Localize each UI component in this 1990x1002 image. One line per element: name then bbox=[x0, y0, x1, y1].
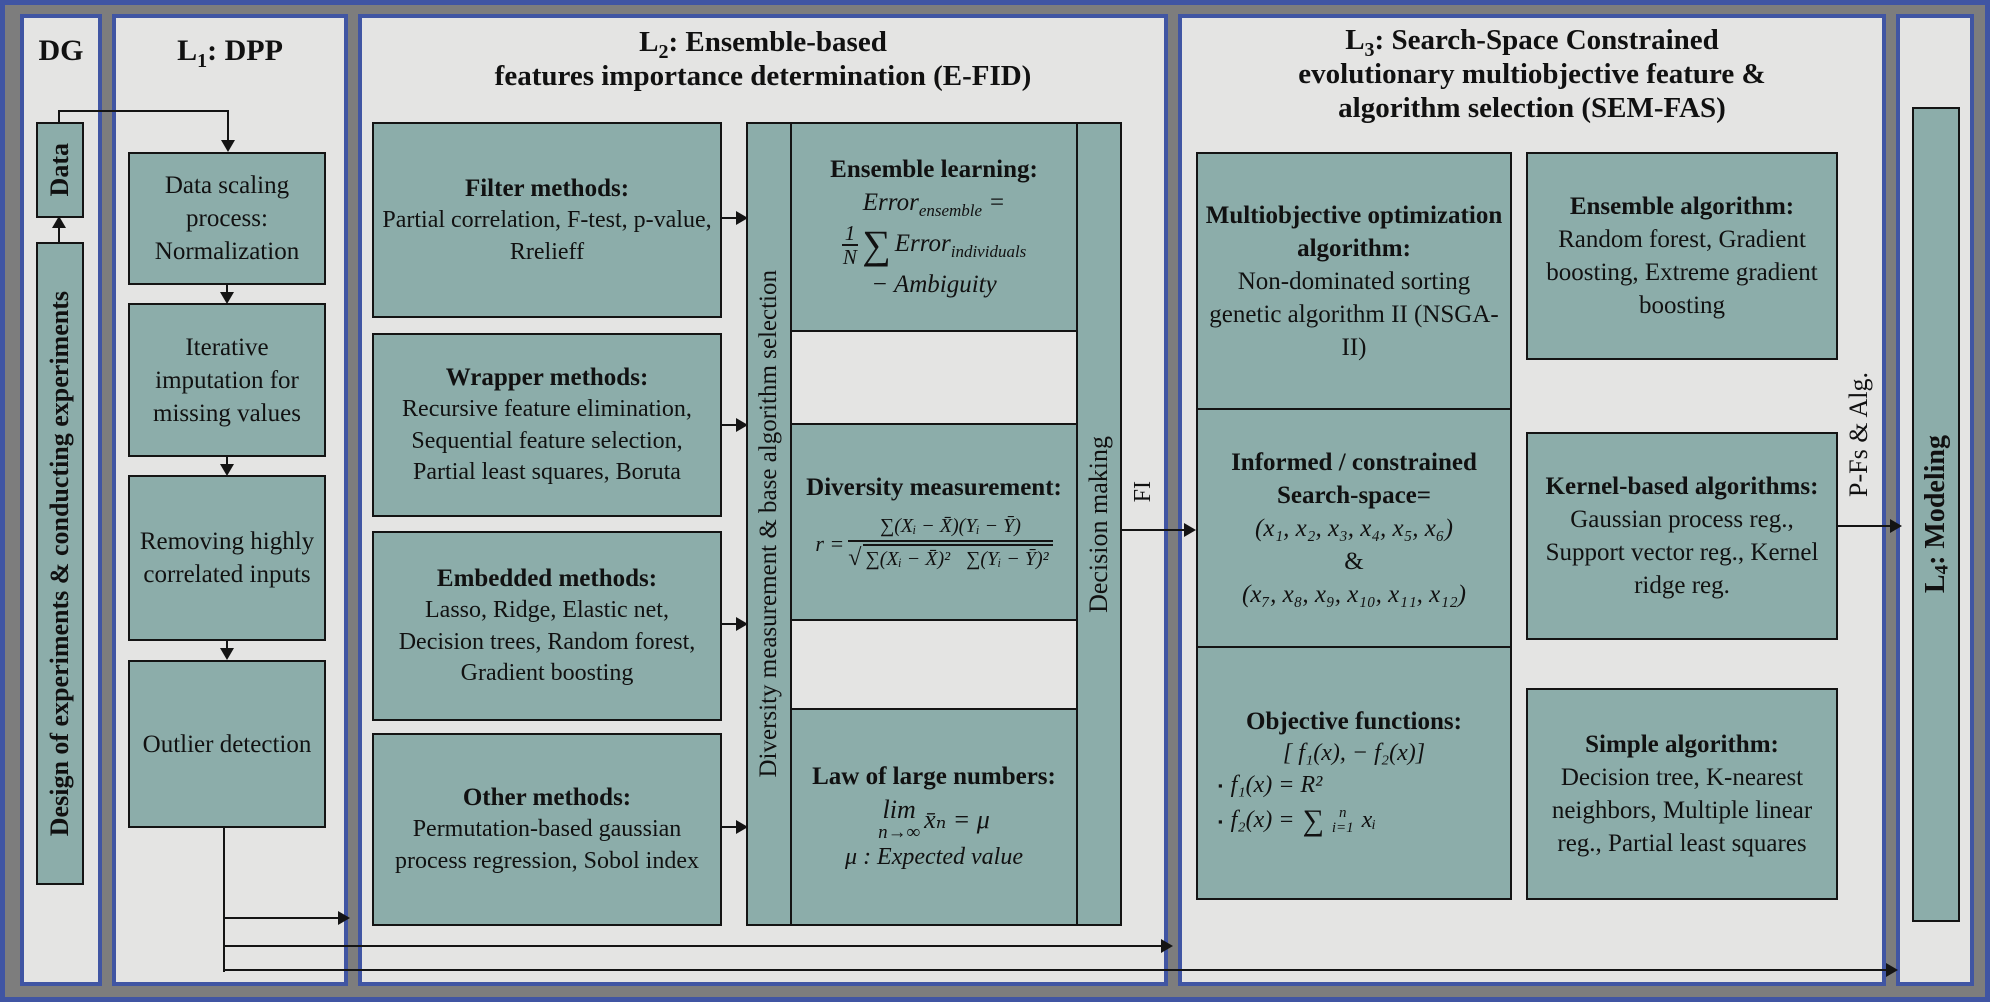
pfs-alg-label-text: P-Fs & Alg. bbox=[1844, 371, 1873, 497]
kernel-algorithms-box bbox=[1526, 432, 1838, 640]
search-space-box bbox=[1196, 408, 1512, 648]
arrowhead-other-to-strip bbox=[736, 820, 748, 834]
ensemble-algorithm-body: Random forest, Gradient boosting, Extreme gradient boosting bbox=[1546, 226, 1818, 319]
simple-algorithm-title: Simple algorithm: bbox=[1585, 731, 1779, 758]
l4-label-base: L bbox=[1919, 574, 1951, 594]
wrapper-methods-title: Wrapper methods: bbox=[445, 363, 649, 391]
search-space-row2: (x₇, x₈, x₉, x₁₀, x₁₁, x₁₂) bbox=[1242, 580, 1466, 608]
other-methods-body: Permutation-based gaussian process regression, Sobol index bbox=[395, 816, 699, 874]
panel-l1-title bbox=[116, 34, 344, 73]
l3-title-rest: : Search-Space Constrained bbox=[1374, 24, 1719, 56]
arrowhead-l1-gap3 bbox=[220, 648, 234, 660]
arrowhead-into-data-scaling bbox=[221, 140, 235, 152]
lim-under: n→∞ bbox=[878, 822, 921, 844]
embedded-methods-box bbox=[372, 531, 722, 721]
outlier-detection-label: Outlier detection bbox=[142, 730, 312, 758]
iterative-imputation-label: Iterative imputation for missing values bbox=[153, 333, 301, 427]
iterative-imputation-box bbox=[128, 303, 326, 457]
ensemble-error-term: Error bbox=[862, 188, 919, 216]
design-of-experiments-label: Design of experiments & conducting experiments bbox=[44, 290, 74, 837]
wrapper-methods-box bbox=[372, 333, 722, 517]
ensemble-formula-line2 bbox=[842, 222, 1027, 268]
ensemble-learning-title: Ensemble learning: bbox=[830, 155, 1038, 183]
l2-title-base: L bbox=[639, 26, 659, 58]
arrowhead-embedded-to-strip bbox=[736, 617, 748, 631]
other-methods-box bbox=[372, 733, 722, 926]
simple-algorithm-body: Decision tree, K-nearest neighbors, Multiple linear reg., Partial least squares bbox=[1551, 764, 1813, 857]
ensemble-formula-line3: − Ambiguity bbox=[871, 271, 997, 299]
connector-design-to-data bbox=[58, 228, 60, 243]
arrowhead-fi bbox=[1184, 523, 1196, 537]
arrowhead-branch-to-l2 bbox=[338, 911, 350, 925]
removing-correlated-label: Removing highly correlated inputs bbox=[139, 528, 315, 588]
pfs-alg-label bbox=[1840, 348, 1878, 520]
lim-word: lim bbox=[882, 795, 916, 825]
l4-label-rest: : Modeling bbox=[1919, 435, 1951, 566]
simple-algorithm-box bbox=[1526, 688, 1838, 900]
panel-l3-title-line2: evolutionary multiobjective feature & bbox=[1298, 58, 1766, 90]
search-space-amp: & bbox=[1344, 547, 1364, 575]
design-of-experiments-box bbox=[36, 242, 84, 885]
search-space-row1: (x₁, x₂, x₃, x₄, x₅, x₆) bbox=[1255, 514, 1453, 542]
fraction-numerator: 1 bbox=[842, 222, 859, 246]
ensemble-equals: = bbox=[988, 188, 1006, 216]
objective-sum-limits bbox=[1332, 806, 1354, 836]
embedded-methods-body: Lasso, Ridge, Elastic net, Decision trees, Random forest, Gradient boosting bbox=[398, 596, 696, 687]
denominator-term-x: ∑(Xᵢ − X̄)² bbox=[865, 548, 951, 571]
panel-l2-title-line2: features importance determination (E-FID) bbox=[494, 60, 1032, 92]
panel-l3-title-line1 bbox=[1182, 24, 1882, 62]
ensemble-error-sub: ensemble bbox=[918, 200, 983, 220]
kernel-algorithms-title: Kernel-based algorithms: bbox=[1545, 473, 1819, 500]
correlation-formula bbox=[815, 514, 1052, 573]
ensemble-formula-line1 bbox=[863, 186, 1005, 222]
multiobjective-box bbox=[1196, 152, 1512, 410]
l4-label-sub: 4 bbox=[1931, 565, 1953, 575]
modeling-label bbox=[1918, 435, 1955, 593]
arrowhead-branch-to-l3 bbox=[1161, 939, 1173, 953]
panel-l3-title-line3: algorithm selection (SEM-FAS) bbox=[1338, 92, 1726, 124]
ensemble-algorithm-title: Ensemble algorithm: bbox=[1569, 193, 1795, 220]
ensemble-composite-block bbox=[746, 122, 1122, 926]
filter-methods-body: Partial correlation, F-test, p-value, Rrelieff bbox=[382, 206, 712, 265]
l1-title-rest: : DPP bbox=[207, 34, 283, 67]
connector-pfs bbox=[1838, 525, 1892, 527]
multiobjective-title: Multiobjective optimization algorithm: bbox=[1205, 201, 1503, 262]
l2-title-rest: : Ensemble-based bbox=[668, 26, 887, 58]
l3-title-base: L bbox=[1345, 24, 1365, 56]
objective-f2-row bbox=[1204, 801, 1376, 841]
search-space-title: Informed / constrained Search-space= bbox=[1231, 448, 1477, 509]
correlation-numerator: ∑(Xᵢ − X̄)(Yᵢ − Ȳ) bbox=[848, 514, 1052, 542]
data-box-label: Data bbox=[44, 143, 74, 197]
other-methods-title: Other methods: bbox=[462, 784, 632, 812]
one-over-n-fraction bbox=[842, 222, 859, 268]
expected-value-note: μ : Expected value bbox=[845, 844, 1023, 871]
objective-functions-title: Objective functions: bbox=[1246, 708, 1462, 736]
objective-f2-rhs: xᵢ bbox=[1361, 807, 1377, 834]
panel-l1-dpp bbox=[112, 14, 348, 986]
connector-data-down bbox=[227, 110, 229, 141]
limit-formula bbox=[878, 797, 990, 842]
panel-l4-modeling bbox=[1896, 14, 1974, 986]
decision-making-strip bbox=[1076, 124, 1120, 924]
arrowhead-pfs bbox=[1890, 519, 1902, 533]
limit-stack bbox=[878, 797, 920, 842]
ensemble-algorithm-box bbox=[1526, 152, 1838, 360]
panel-dg-title: DG bbox=[38, 34, 84, 67]
radical-sign: √ bbox=[848, 545, 862, 572]
individuals-error-sub: individuals bbox=[950, 242, 1027, 261]
diversity-measurement-title: Diversity measurement: bbox=[806, 474, 1062, 502]
panel-l3-semfas bbox=[1178, 14, 1886, 986]
arrowhead-filter-to-strip bbox=[736, 211, 748, 225]
connector-outlier-down bbox=[223, 828, 225, 972]
law-title: Law of large numbers: bbox=[812, 763, 1056, 791]
wrapper-methods-body: Recursive feature elimination, Sequential feature selection, Partial least squares, Boruta bbox=[402, 395, 692, 486]
l3-title-sub: 3 bbox=[1364, 38, 1375, 61]
correlation-fraction bbox=[848, 514, 1052, 573]
radical-group bbox=[863, 544, 1052, 571]
bullet-icon: ▪ bbox=[1218, 777, 1223, 793]
l2-title-sub: 2 bbox=[658, 40, 669, 63]
connector-data-across bbox=[58, 110, 229, 112]
embedded-methods-title: Embedded methods: bbox=[436, 564, 658, 592]
kernel-algorithms-body: Gaussian process reg., Support vector reg., Kernel ridge reg. bbox=[1545, 506, 1819, 599]
panel-dg bbox=[20, 14, 102, 986]
diversity-selection-strip-label: Diversity measurement & base algorithm selection bbox=[755, 270, 782, 778]
arrowhead-l1-gap1 bbox=[220, 292, 234, 304]
connector-branch-to-l2 bbox=[223, 917, 339, 919]
removing-correlated-box bbox=[128, 475, 326, 641]
correlation-denominator bbox=[848, 542, 1052, 573]
arrowhead-design-to-data bbox=[52, 216, 66, 228]
objective-f1-row bbox=[1204, 770, 1322, 802]
denominator-term-y: ∑(Yᵢ − Ȳ)² bbox=[966, 548, 1049, 571]
panel-l2-title-line1 bbox=[362, 26, 1164, 64]
fraction-denominator: N bbox=[842, 245, 857, 270]
objective-vector: [ f₁(x), − f₂(x)] bbox=[1282, 740, 1426, 767]
data-scaling-box bbox=[128, 152, 326, 285]
filter-methods-title: Filter methods: bbox=[464, 174, 630, 202]
panel-l2-efid bbox=[358, 14, 1168, 986]
diversity-selection-strip bbox=[748, 124, 792, 924]
connector-fi bbox=[1122, 529, 1186, 531]
law-of-large-numbers-box bbox=[790, 708, 1078, 926]
sum-upper-limit: n bbox=[1338, 805, 1347, 822]
l1-title-base: L bbox=[177, 34, 198, 67]
summation-symbol: ∑ bbox=[862, 222, 891, 268]
outlier-detection-box bbox=[128, 660, 326, 828]
l1-title-sub: 1 bbox=[197, 50, 208, 72]
objective-functions-box bbox=[1196, 646, 1512, 900]
data-box bbox=[36, 122, 84, 218]
objective-sum-symbol: ∑ bbox=[1302, 804, 1324, 838]
individuals-error-term bbox=[895, 227, 1027, 263]
bullet-icon: ▪ bbox=[1218, 813, 1223, 829]
multiobjective-body: Non-dominated sorting genetic algorithm II (NSGA-II) bbox=[1209, 267, 1499, 361]
data-scaling-label: Data scaling process: Normalization bbox=[154, 172, 300, 265]
fi-label bbox=[1126, 462, 1160, 522]
sum-lower-limit: i=1 bbox=[1331, 820, 1354, 837]
individuals-error-text: Error bbox=[894, 230, 951, 257]
arrowhead-wrapper-to-strip bbox=[736, 418, 748, 432]
arrowhead-l1-gap2 bbox=[220, 464, 234, 476]
limit-expression: x̄ₙ = μ bbox=[924, 804, 990, 834]
objective-f2-lhs: f₂(x) = bbox=[1230, 807, 1295, 834]
objective-f1: f₁(x) = R² bbox=[1230, 771, 1323, 798]
arrowhead-branch-to-l4 bbox=[1886, 963, 1898, 977]
diversity-measurement-box bbox=[790, 423, 1078, 621]
filter-methods-box bbox=[372, 122, 722, 318]
decision-making-strip-label: Decision making bbox=[1084, 435, 1113, 613]
connector-branch-to-l3 bbox=[223, 945, 1163, 947]
modeling-box bbox=[1912, 107, 1960, 922]
connector-branch-to-l4 bbox=[223, 969, 1888, 971]
ensemble-learning-box bbox=[790, 122, 1078, 332]
correlation-lhs: r = bbox=[815, 530, 845, 556]
fi-label-text: FI bbox=[1129, 481, 1156, 503]
